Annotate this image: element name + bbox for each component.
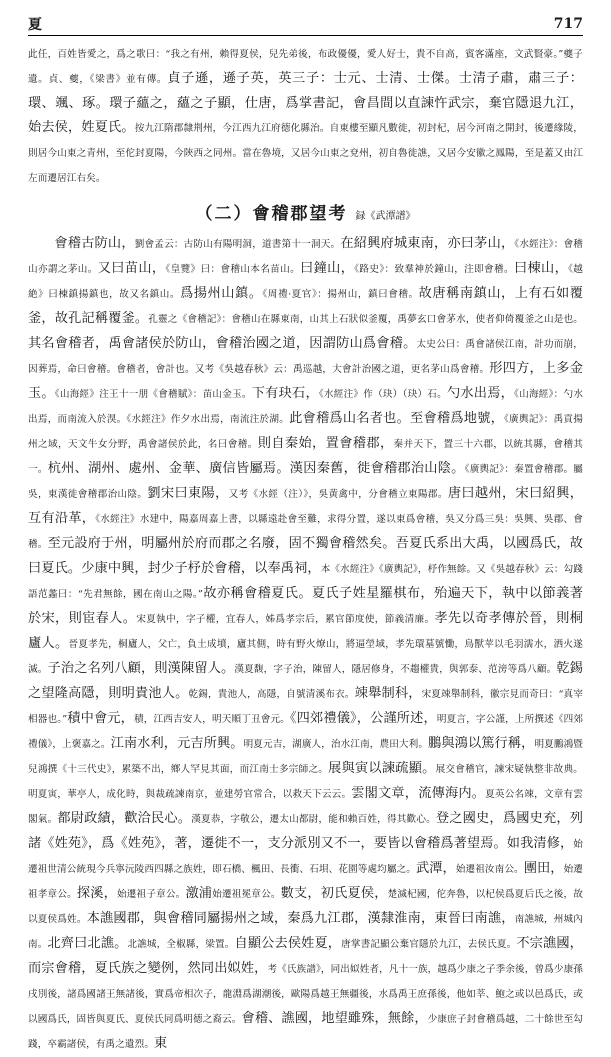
main-text: 則自秦始，置會稽郡， <box>257 436 394 451</box>
main-text: 登之國史，爲國史充，列諸《姓苑》，爲《姓苑》，著，遷徙不一，支分派別又不一，要皆以會稽爲著望焉。如我清修， <box>28 811 584 851</box>
main-text: 曰棟山， <box>513 261 569 276</box>
main-text: 激浦 <box>185 886 213 901</box>
annotation-text: 展交會稽官，諫宋疑執整非故典。明夏寅，華亭人，成化時，與裁疏諫南京，並建勞官常合，以救天下云云。 <box>28 764 583 800</box>
section-title: （二）會稽郡望考 <box>195 204 348 224</box>
annotation-text: 明夏言，字公謹，上所撰述《四郊禮儀》，上褒嘉之。 <box>28 714 584 750</box>
annotation-text: 唐掌書記顯公棄官隱於九江，去侯氏夏。 <box>341 939 517 950</box>
annotation-text: 當在魯境，又居今山東之兗州，初自魯徙譙，又居今安徽之鳳陽，至是蓋又由江左而遷居江右矣。 <box>28 148 584 184</box>
annotation-text: 始遷祖孝章公。 <box>28 864 584 900</box>
annotation-text: 晉夏孝先，桐廬人，父亡，負土成墳，廬其側，時有野火燎山，將逼塋域，孝先環墓號慟，鳥獸苹以毛羽濡水，洒火遂滅。 <box>28 639 583 675</box>
main-text: 數支，初氏夏侯， <box>280 886 388 901</box>
main-text: 會稽古防山， <box>54 236 135 251</box>
annotation-text: 南譙城，州城內南。 <box>28 914 583 950</box>
annotation-text: 宋夏執中，字子權，宜春人，姊爲孝宗后，累官節度使，節義清廉。 <box>136 614 435 625</box>
main-text: 故唐稱南鎮山，上有石如覆釜，故孔記稱覆釜。 <box>28 286 584 326</box>
section-subtitle: 録《武潭譜》 <box>355 211 416 222</box>
annotation-text: 秦并天下，置三十六郡，以統其縣，會稽其一。 <box>28 439 583 475</box>
main-text: 會稽、譙國，地望雖殊，無餘， <box>241 1011 428 1026</box>
annotation-text: 北譙城，全椒縣，梁置。 <box>127 939 235 950</box>
annotation-text: 積，江西吉安人，明天順丁丑會元。 <box>133 714 290 725</box>
main-text: 其名會稽者，禹會諸侯於防山，會稽治國之道，因謂防山爲會稽。 <box>28 336 417 351</box>
annotation-text: 考《氏族譜》，同出姒姓者，凡十一族，越爲少康之子季余後，曾爲少康孫戌別後，諸爲國諸王無諸後，實爲帝相次子，龍淵爲湖潮後，歐陽爲越王無疆後，水爲禹王庶孫後，他如莘、鮑之或以邑爲氏，或以國爲氏，固皆與夏氏、夏侯氏同爲明德之裔云。 <box>28 964 583 1025</box>
main-text: 團田， <box>523 861 564 876</box>
main-text: 故亦稱會稽夏氏。夏氏子姓星羅棋布，殆遍天下，執中以節義著於宋，則宦春人。 <box>28 586 583 626</box>
annotation-text: 《水經注》作（玦）（玦）石。 <box>318 389 447 400</box>
main-text: 武潭， <box>415 861 456 876</box>
page-body <box>28 42 584 1051</box>
annotation-text: 《周禮·夏官》：揚州山，鎮曰會稽。 <box>262 289 419 300</box>
main-text: 勺水出焉， <box>446 386 515 401</box>
annotation-text: 本《水經注》《廣輿記》，杼作無餘。又《吳越春秋》云：勾踐語范蠡曰：“先君無餘，國在南山之陽。” <box>28 564 583 600</box>
main-text: 江南水利，元吉所興。 <box>110 736 244 751</box>
annotation-text: 漢夏馥，字子治，陳留人，隱居修身，不趨權貴，與郭泰、范滂等爲八顧。 <box>234 664 557 675</box>
main-text: 東 <box>154 1036 168 1051</box>
annotation-text: 明夏鵬鴻暨兒鴻撰《十三代史》，累築不出，鄉人罕見其面，而江南士多宗師之。 <box>28 739 583 775</box>
main-text: 乾錫之望隆高隱，則明貴池人。 <box>28 661 583 701</box>
main-text: 貞子遜，遜子英，英三子： <box>167 71 334 86</box>
annotation-text: 少康庶子封會稽爲越，二十餘世至勾踐，卒霸諸侯，有禹之遺烈。 <box>28 1014 583 1050</box>
main-text: 曰鐘山， <box>300 261 355 276</box>
main-text: 北齊曰北譙。 <box>47 936 128 951</box>
main-text: 士元、士清、士傑。 <box>333 71 459 86</box>
main-text: 環子蘊之，蘊之子顯，仕唐，爲掌書記，會昌間以直諫忤武宗，棄官隱退九江，始去侯，姓夏氏。 <box>28 96 583 135</box>
main-text: 唐曰越州，宋曰紹興，互有沿革， <box>28 486 583 526</box>
annotation-text: 《路史》：致羣神於鐘山，注即會稽。 <box>354 264 514 275</box>
annotation-text: 《皇覽》曰：會稽山本名苗山。 <box>165 264 301 275</box>
annotation-text: 《廣輿記》：禹貢揚州之域，天文牛女分野，禹會諸侯於此，名曰會稽。 <box>28 414 583 450</box>
annotation-text: 明夏元吉，湖廣人，治水江南，農田大利。 <box>243 739 429 750</box>
annotation-text: 太史公曰：禹會諸侯江南，計功而崩，因葬焉，命曰會稽。會稽者，會計也。又考《吳越春秋》云：禹巡越，大會計治國之道，更名茅山爲會稽。 <box>28 339 583 375</box>
main-text: 鵬與鴻以篤行稱， <box>428 736 535 751</box>
annotation-text: 楚滅杞國，佗奔魯，以杞侯爲夏后氏之後，故以夏侯爲姓。 <box>28 889 584 925</box>
annotation-text: 按九江隋郡隸荆州，今江西九江府德化縣治。自東樓至顯凡數徙，初封杞，居今河南之開封，後遷緣陵，則居今山東之青州，至佗封夏陽，今陝西之同州。 <box>28 123 583 159</box>
main-text: 爲揚州山鎮。 <box>180 286 263 301</box>
main-text: 不宗譙國，而宗會稽，夏氏族之變例，然同出姒姓， <box>28 936 583 976</box>
main-text: 杭州、湖州、處州、金華、廣信皆屬焉。漢因秦舊，徙會稽郡治山陰。 <box>47 461 465 476</box>
body-paragraph <box>28 232 583 1057</box>
main-text: 自顯公去侯姓夏， <box>234 936 342 951</box>
main-text: 在紹興府城東南，亦曰茅山， <box>340 236 515 251</box>
annotation-text: 《山海經》注王十一朋《會稽賦》：苗山金玉。 <box>54 389 252 400</box>
main-text: 此會稽爲山名者也。至會稽爲地號， <box>289 411 505 426</box>
annotation-text: 《水經注》水建中，陽嘉周嘉上書，以縣遠赴會至難，求得分置，遂以東爲會稽，吳又分爲三吳：吳興、吳郡、會稽。 <box>28 514 584 550</box>
main-text: 下有玦石， <box>251 386 319 401</box>
main-text: 士清子肅，肅三子：環、颯、琢。 <box>28 71 584 111</box>
annotation-text: 始遷祖子章公。 <box>117 889 186 900</box>
main-text: 展與寅以諫疏顯。 <box>328 761 436 776</box>
annotation-text: 夏英公名竦，文章有雲閣氣。 <box>28 789 583 825</box>
main-text: 都尉政績，歡洽民心。 <box>57 811 192 826</box>
page-header <box>28 14 583 34</box>
running-title: 夏 <box>28 17 42 33</box>
main-text: 劉宋曰東陽， <box>147 486 229 501</box>
main-text: 至元設府于州，明屬州於府而郡之名廢，固不獨會稽然矣。吾夏氏系出大禹，以國爲氏，故曰夏氏。少康中興，封少子杼於會稽，以奉禹祠， <box>28 536 583 576</box>
main-text: 本譙國郡，與會稽同屬揚州之域，秦爲九江郡，漢隸淮南，東晉曰南譙， <box>86 911 515 926</box>
annotation-text: 又考《水經（注）》，吳黄禽中，分會稽立東陽郡。 <box>228 489 448 500</box>
annotation-text: 漢夏恭，字敬公，遷太山都尉，能和賴百姓，得其歡心。 <box>191 814 436 825</box>
annotation-text: 此任，百姓皆愛之，爲之歌曰：“我之有州，賴得夏侯，兒先弟後，布政優優，愛人好士，貴不自高，賓客滿座，文武賢豪。”夔子遺。貞、夔，《梁書》並有傳。 <box>28 49 583 85</box>
annotation-text: 宋夏竦舉制科，徽宗見而奇曰：“真宰相器也。” <box>28 689 584 725</box>
annotation-text: 始遷祖世清公統現今兵寧沅陵西四縣之族姓，即石橋、楓田、長衝、石垻、花園等處均屬之。 <box>28 839 583 875</box>
annotation-text: 《越絶》曰棟鎮揚鎮也，故又名鎮山。 <box>28 264 583 300</box>
annotation-text: 始遷祖汝南公。 <box>455 864 524 875</box>
main-text: 子治之名列八顧，則漢陳留人。 <box>47 661 235 676</box>
annotation-text: 始遷祖冕章公。 <box>212 889 281 900</box>
main-text: 雲閣文章，流傳海内。 <box>351 786 486 801</box>
main-text: 孝先以奇孝傳於晉，則桐廬人。 <box>28 611 583 651</box>
section-heading <box>28 199 583 224</box>
main-text: 積中會元， <box>67 711 134 726</box>
intro-paragraph <box>28 42 583 191</box>
page-number: 717 <box>553 16 583 32</box>
main-text: 《四郊禮儀》，公謹所述， <box>289 711 437 726</box>
main-text: 探溪， <box>76 886 117 901</box>
main-text: 竦舉制科， <box>354 686 422 701</box>
annotation-text: 乾錫，貴池人，高隱，自號清溪布衣。 <box>188 689 355 700</box>
header-rule <box>28 35 583 36</box>
main-text: 形四方，上多金玉。 <box>28 361 583 401</box>
annotation-text: 《廣輿記》：秦置會稽郡。屬吳，東漢徙會稽郡治山陰。 <box>28 464 583 500</box>
annotation-text: 孔靈之《會稽記》：會稽山在縣東南，山其上石狀似釜覆，禹夢玄口會茅水，使者仰倚覆釜之山是也。 <box>148 314 583 325</box>
annotation-text: 《山海經》：勺水出焉，而南流入於湨。《水經注》作夕水出焉，南流注於湖。 <box>28 389 584 425</box>
main-text: 又曰苗山， <box>97 261 166 276</box>
annotation-text: 劉會孟云：古防山有陽明洞，道書第十一洞天。 <box>134 239 341 250</box>
annotation-text: 《水經注》：會稽山亦謂之茅山。 <box>28 239 583 275</box>
